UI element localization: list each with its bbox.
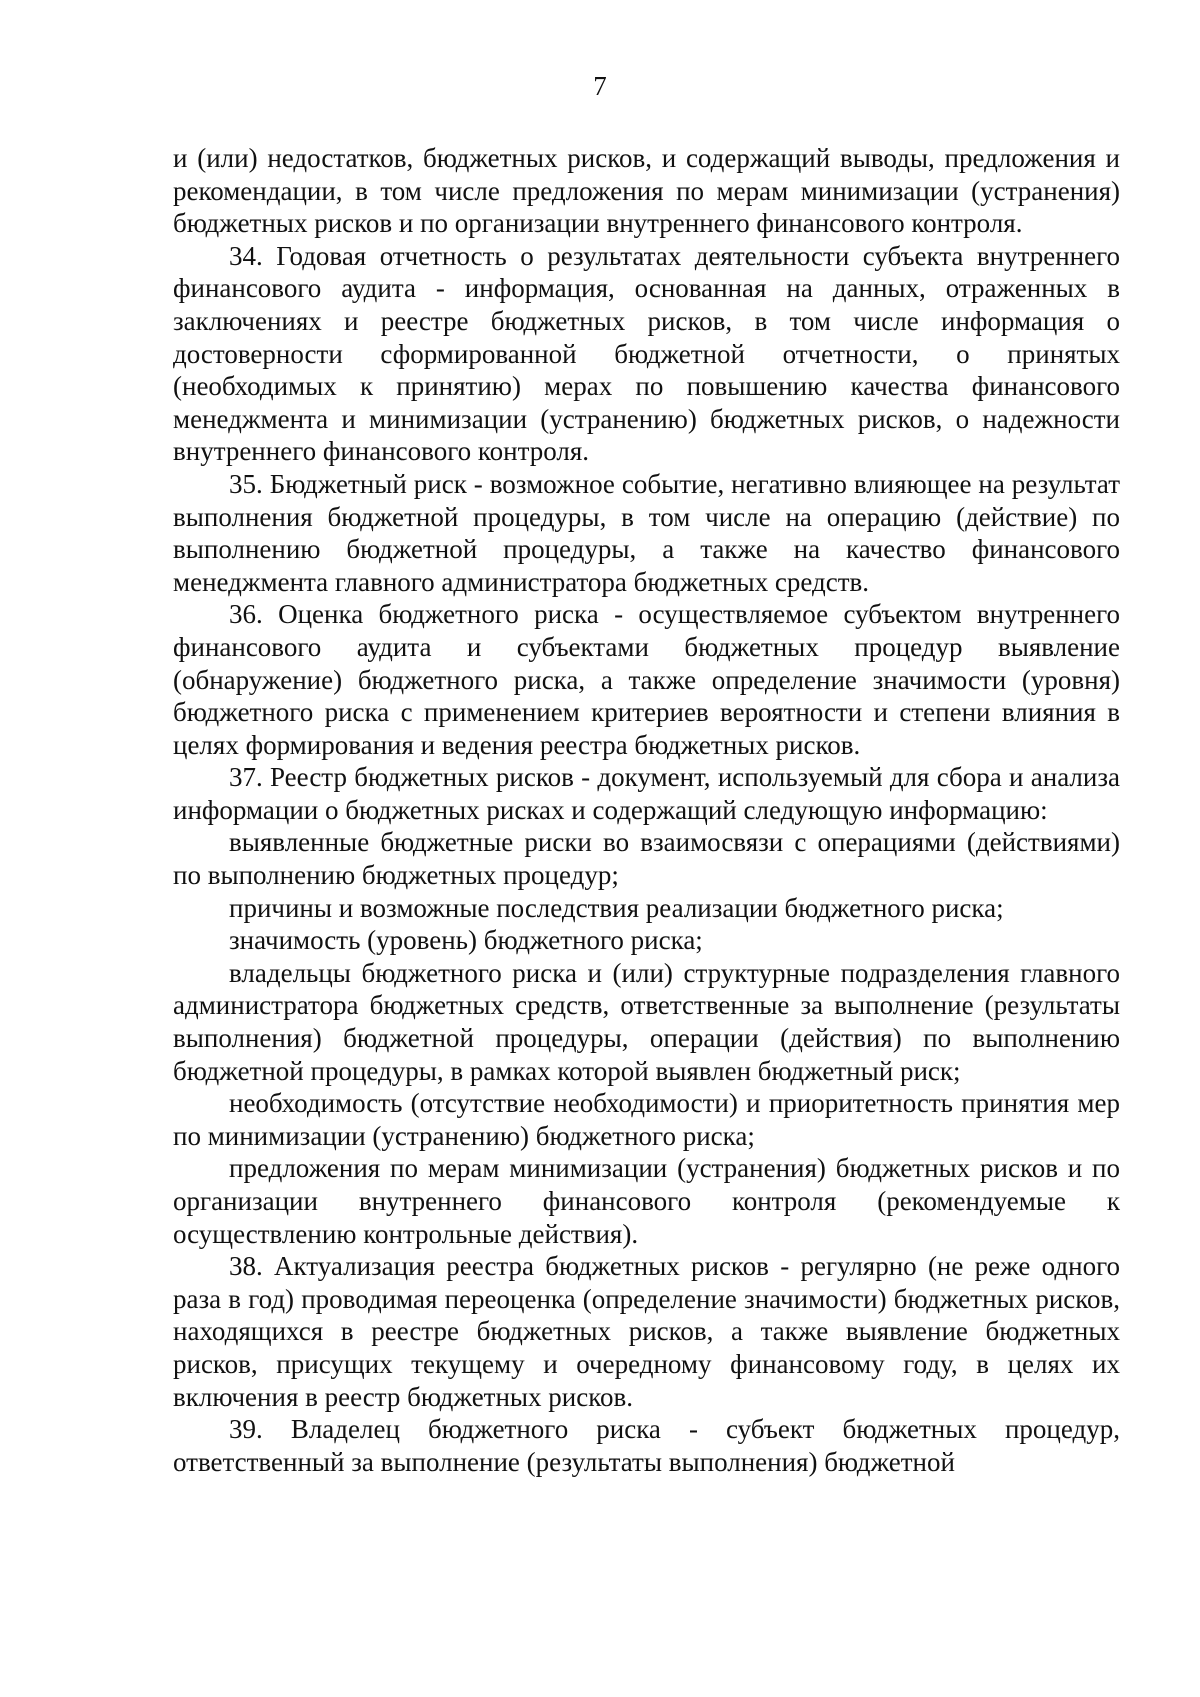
list-item-significance: значимость (уровень) бюджетного риска; bbox=[229, 925, 703, 956]
paragraph-35: 35. Бюджетный риск - возможное событие, негативно влияющее на результат выполнения бюджетной процедуры, в том числе на операцию (действие) по выполнению бюджетной процедуры, а также на качество финансового менеджмента главного администратора бюджетных средств. bbox=[173, 468, 1120, 597]
list-item-causes-consequences: причины и возможные последствия реализации бюджетного риска; bbox=[229, 892, 1004, 923]
paragraph-33-continuation: и (или) недостатков, бюджетных рисков, и содержащий выводы, предложения и рекомендации, в том числе предложения по мерам минимизации (устранения) бюджетных рисков и по организации внутреннего финансового контроля. bbox=[173, 143, 1120, 239]
list-item-risk-owners: владельцы бюджетного риска и (или) структурные подразделения главного администратора бюджетных средств, ответственные за выполнение (результаты выполнения) бюджетной процедуры, операции (действия) по выполнению бюджетной процедуры, в рамках которой выявлен бюджетный риск; bbox=[173, 957, 1120, 1086]
paragraph-34: 34. Годовая отчетность о результатах деятельности субъекта внутреннего финансового аудита - информация, основанная на данных, отраженных в заключениях и реестре бюджетных рисков, в том числе информация о достоверности сформированной бюджетной отчетности, о принятых (необходимых к принятию) мерах по повышению качества финансового менеджмента и минимизации (устранению) бюджетных рисков, о надежности внутреннего финансового контроля. bbox=[173, 240, 1120, 467]
list-item-necessity-priority: необходимость (отсутствие необходимости) и приоритетность принятия мер по минимизации (устранению) бюджетного риска; bbox=[173, 1088, 1120, 1151]
paragraph-38: 38. Актуализация реестра бюджетных рисков - регулярно (не реже одного раза в год) проводимая переоценка (определение значимости) бюджетных рисков, находящихся в реестре бюджетных рисков, а также выявление бюджетных рисков, присущих текущему и очередному финансовому году, в целях их включения в реестр бюджетных рисков. bbox=[173, 1251, 1120, 1412]
paragraph-37: 37. Реестр бюджетных рисков - документ, используемый для сбора и анализа информации о бюджетных рисках и содержащий следующую информацию: bbox=[173, 762, 1120, 825]
document-body bbox=[173, 142, 1120, 1478]
paragraph-39: 39. Владелец бюджетного риска - субъект бюджетных процедур, ответственный за выполнение (результаты выполнения) бюджетной bbox=[173, 1414, 1120, 1477]
page-number: 7 bbox=[593, 71, 607, 101]
list-item-proposals: предложения по мерам минимизации (устранения) бюджетных рисков и по организации внутреннего финансового контроля (рекомендуемые к осуществлению контрольные действия). bbox=[173, 1153, 1120, 1249]
paragraph-36: 36. Оценка бюджетного риска - осуществляемое субъектом внутреннего финансового аудита и субъектами бюджетных процедур выявление (обнаружение) бюджетного риска, а также определение значимости (уровня) бюджетного риска с применением критериев вероятности и степени влияния в целях формирования и ведения реестра бюджетных рисков. bbox=[173, 599, 1120, 760]
list-item-identified-risks: выявленные бюджетные риски во взаимосвязи с операциями (действиями) по выполнению бюджетных процедур; bbox=[173, 827, 1120, 891]
